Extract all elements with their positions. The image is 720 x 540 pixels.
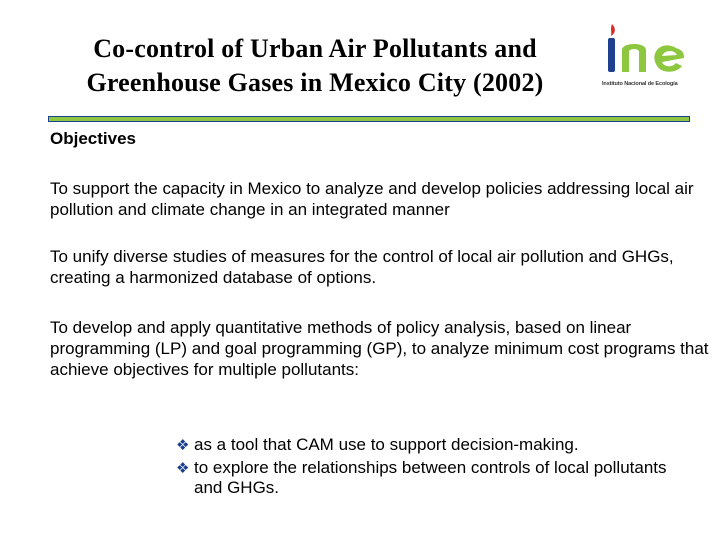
title-divider	[48, 116, 690, 122]
ine-logo-mark	[602, 22, 702, 80]
diamond-bullet-icon: ❖	[176, 436, 190, 454]
objectives-heading: Objectives	[50, 129, 136, 148]
bullet-item	[176, 458, 696, 498]
bullet-text: to explore the relationships between controls of local pollutants and GHGs.	[194, 458, 667, 497]
diamond-bullet-icon: ❖	[176, 459, 190, 477]
objective-paragraph: To unify diverse studies of measures for the control of local air pollution and GHGs, creating a harmonized database of options.	[50, 247, 674, 287]
slide-title	[40, 32, 590, 100]
bullet-text: as a tool that CAM use to support decision-making.	[194, 435, 579, 454]
objective-paragraph: To support the capacity in Mexico to analyze and develop policies addressing local air pollution and climate change in an integrated manner	[50, 179, 694, 219]
logo-caption: Instituto Nacional de Ecología	[602, 81, 678, 87]
logo-accent-icon	[611, 24, 615, 36]
title-line-2: Greenhouse Gases in Mexico City (2002)	[86, 68, 544, 97]
title-line-1: Co-control of Urban Air Pollutants and	[93, 34, 537, 63]
ine-logo	[602, 22, 702, 94]
objective-paragraph: To develop and apply quantitative methods of policy analysis, based on linear programming (LP) and goal programming (GP), to analyze minimum cost programs that achieve objectives for multiple pollutants:	[50, 318, 709, 379]
bullet-list	[176, 435, 696, 501]
bullet-item	[176, 435, 696, 455]
